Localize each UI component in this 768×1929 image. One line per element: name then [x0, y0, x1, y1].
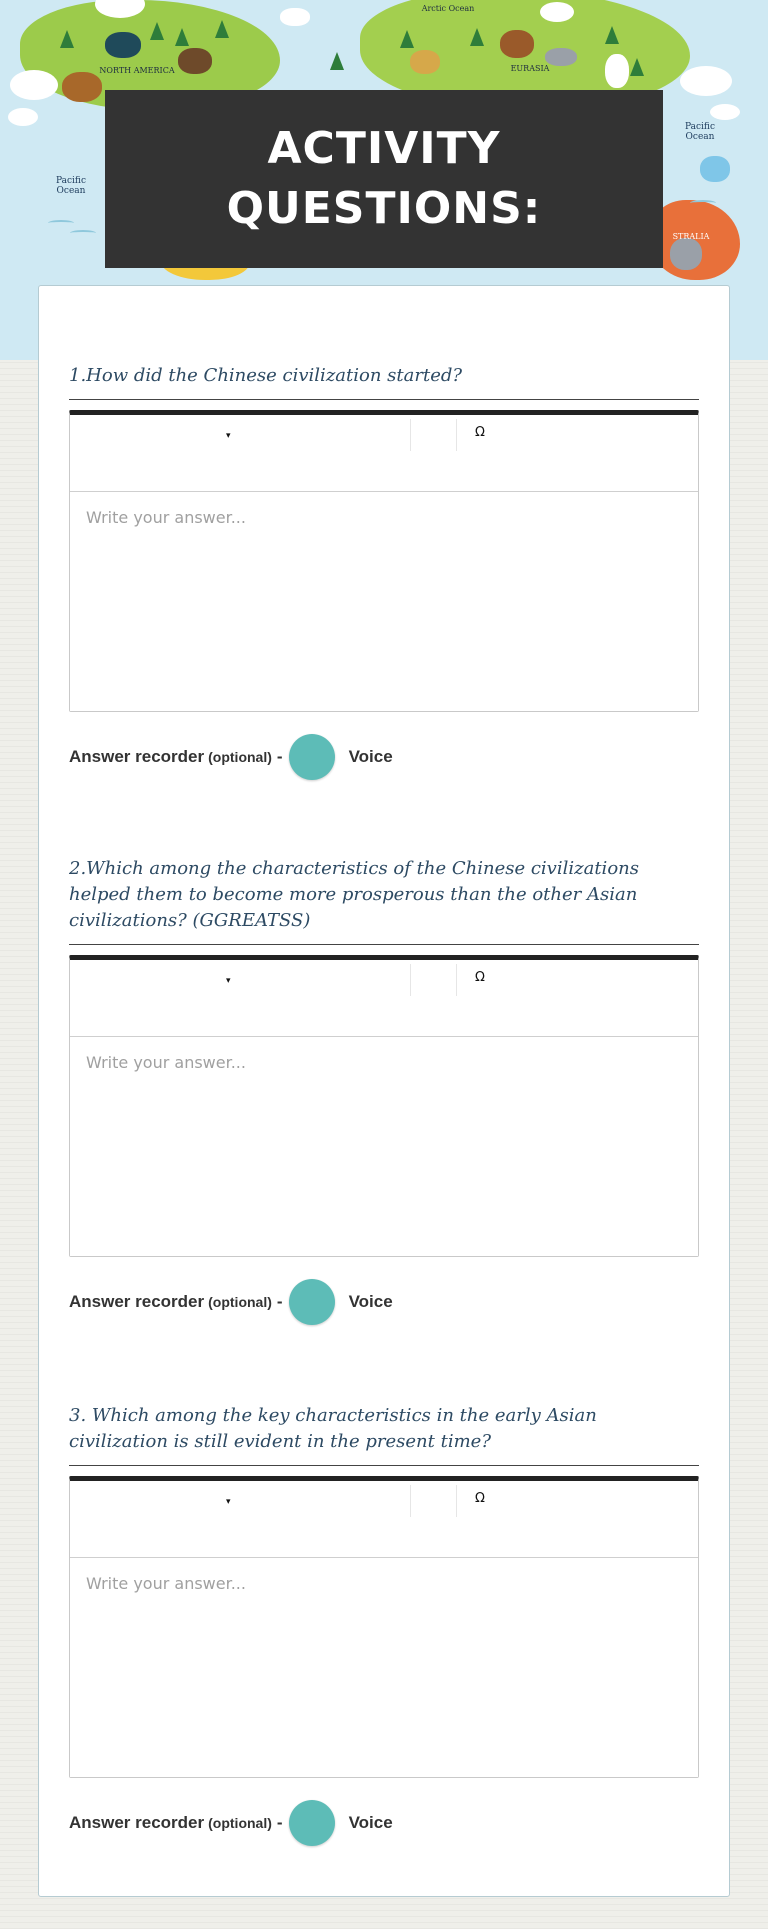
moose-icon [178, 48, 212, 74]
question-block [69, 1403, 699, 1846]
recorder-optional: (optional) [208, 1294, 272, 1310]
dropdown-caret-icon[interactable]: ▾ [226, 976, 231, 986]
cloud-icon [540, 2, 574, 22]
toolbar-divider [456, 1485, 457, 1517]
editor-toolbar [70, 960, 698, 1037]
map-label-arctic-ocean: Arctic Ocean [421, 4, 475, 13]
question-text: 2.Which among the characteristics of the Chinese civilizations helped them to become more prosperous than the other Asian civilizations? (GGREATSS) [69, 856, 699, 945]
record-button[interactable] [289, 734, 335, 780]
deer-icon [410, 50, 440, 74]
editor-toolbar [70, 415, 698, 492]
map-label-north-america: NORTH AMERICA [99, 66, 175, 75]
question-text: 3. Which among the key characteristics in the early Asian civilization is still evident in the present time? [69, 1403, 699, 1466]
tree-icon [60, 30, 74, 48]
recorder-label: Answer recorder [69, 1292, 205, 1311]
answer-editor [69, 410, 699, 712]
special-character-button[interactable]: Ω [475, 1491, 485, 1506]
recorder-dash: - [276, 1292, 283, 1311]
bear-icon [105, 32, 141, 58]
record-button[interactable] [289, 1279, 335, 1325]
answer-recorder [69, 734, 699, 780]
tree-icon [175, 28, 189, 46]
toolbar-divider [456, 964, 457, 996]
toolbar-divider [410, 419, 411, 451]
dropdown-caret-icon[interactable]: ▾ [226, 431, 231, 441]
page-title: ACTIVITY QUESTIONS: [226, 123, 542, 234]
toolbar-divider [456, 419, 457, 451]
voice-label: Voice [348, 747, 393, 766]
voice-label: Voice [348, 1292, 393, 1311]
answer-textarea[interactable] [70, 1037, 698, 1256]
special-character-button[interactable]: Ω [475, 970, 485, 985]
cloud-icon [680, 66, 732, 96]
answer-editor [69, 1476, 699, 1778]
question-text: 1.How did the Chinese civilization started? [69, 363, 699, 400]
tree-icon [630, 58, 644, 76]
special-character-button[interactable]: Ω [475, 425, 485, 440]
pelican-icon [605, 54, 629, 88]
recorder-dash: - [276, 747, 283, 766]
wave-icon [70, 230, 96, 236]
answer-textarea[interactable] [70, 1558, 698, 1777]
dropdown-caret-icon[interactable]: ▾ [226, 1497, 231, 1507]
bear-icon [500, 30, 534, 58]
toolbar-divider [410, 1485, 411, 1517]
title-banner [105, 90, 663, 268]
recorder-optional: (optional) [208, 749, 272, 765]
answer-recorder [69, 1279, 699, 1325]
answer-recorder [69, 1800, 699, 1846]
recorder-optional: (optional) [208, 1815, 272, 1831]
recorder-dash: - [276, 1813, 283, 1832]
worksheet-card [38, 285, 730, 1897]
polar-bear-icon [280, 8, 310, 26]
octopus-icon [700, 156, 730, 182]
tree-icon [400, 30, 414, 48]
cloud-icon [10, 70, 58, 100]
record-button[interactable] [289, 1800, 335, 1846]
koala-icon [670, 238, 702, 270]
wave-icon [690, 200, 716, 206]
map-label-eurasia: EURASIA [510, 64, 550, 73]
map-label-australia: STRALIA [672, 232, 710, 241]
question-block [69, 363, 699, 780]
recorder-label: Answer recorder [69, 747, 205, 766]
tree-icon [605, 26, 619, 44]
cloud-icon [8, 108, 38, 126]
question-block [69, 856, 699, 1325]
recorder-label: Answer recorder [69, 1813, 205, 1832]
tree-icon [470, 28, 484, 46]
tree-icon [215, 20, 229, 38]
tree-icon [150, 22, 164, 40]
map-label-pacific-ocean-left: Pacific Ocean [56, 176, 86, 196]
toolbar-divider [410, 964, 411, 996]
answer-textarea[interactable] [70, 492, 698, 711]
editor-toolbar [70, 1481, 698, 1558]
cloud-icon [710, 104, 740, 120]
tree-icon [330, 52, 344, 70]
bison-icon [62, 72, 102, 102]
map-label-pacific-ocean-right: Pacific Ocean [685, 122, 715, 142]
answer-editor [69, 955, 699, 1257]
wave-icon [48, 220, 74, 226]
voice-label: Voice [348, 1813, 393, 1832]
